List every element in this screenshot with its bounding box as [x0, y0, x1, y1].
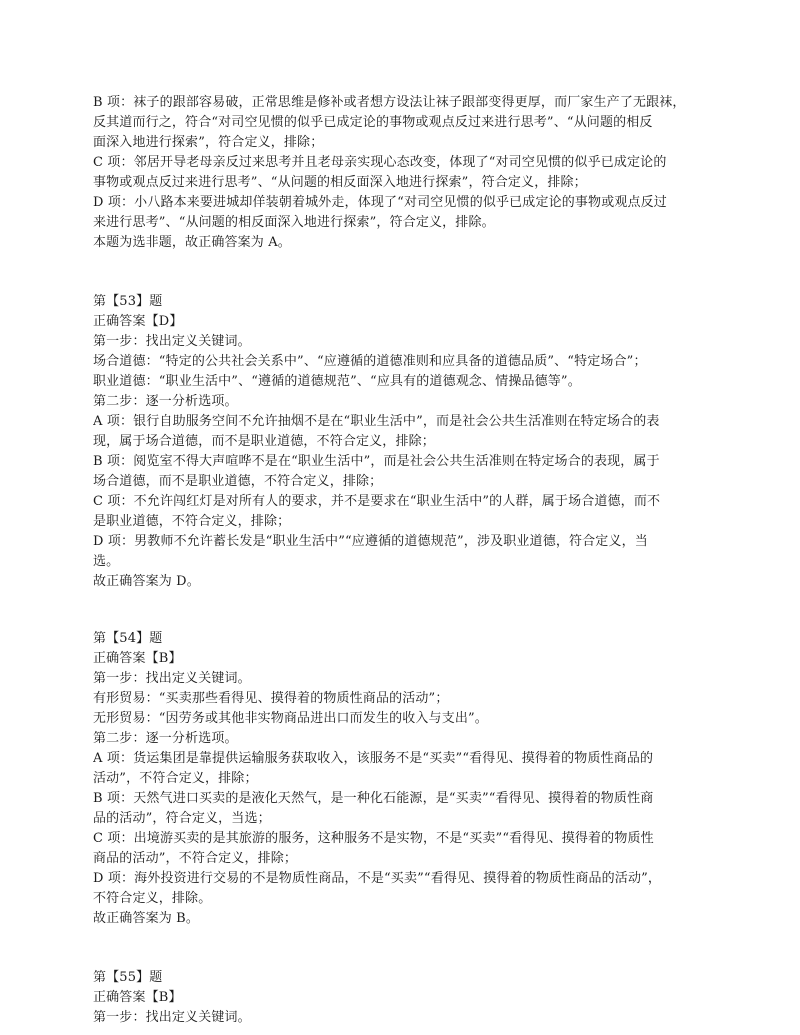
document-page — [93, 93, 713, 1028]
text-line: 是职业道德，不符合定义，排除； — [93, 514, 291, 529]
question-53 — [93, 292, 713, 592]
text-line: 活动”，不符合定义，排除； — [93, 771, 258, 786]
answer-conclusion: 本题为选非题，故正确答案为 A。 — [93, 235, 291, 250]
text-line: 品的活动”，符合定义，当选； — [93, 811, 271, 826]
text-line: A 项：货运集团是靠提供运输服务获取收入，该服务不是“买卖”“看得见、摸得着的物质性商品的 — [93, 751, 654, 766]
text-line: B 项：天然气进口买卖的是液化天然气，是一种化石能源，是“买卖”“看得见、摸得着的物质性商 — [93, 791, 654, 806]
question-54 — [93, 629, 713, 929]
text-line: 第一步：找出定义关键词。 — [93, 334, 251, 349]
text-line: 商品的活动”，不符合定义，排除； — [93, 851, 298, 866]
correct-answer: 正确答案【B】 — [93, 651, 182, 666]
text-line: 反其道而行之，符合“对司空见惯的似乎已成定论的事物或观点反过来进行思考”、“从问题的相反 — [93, 115, 653, 130]
text-line: 第一步：找出定义关键词。 — [93, 671, 251, 686]
correct-answer: 正确答案【B】 — [93, 990, 182, 1005]
text-line: D 项：男教师不允许蓄长发是“职业生活中”“应遵循的道德规范”，涉及职业道德，符合定义，当 — [93, 534, 648, 549]
question-number: 第【53】题 — [93, 294, 163, 309]
question-55 — [93, 968, 713, 1028]
text-line: 选。 — [93, 554, 120, 569]
question-number: 第【55】题 — [93, 970, 163, 985]
section-spacer — [93, 592, 713, 629]
answer-conclusion: 故正确答案为 B。 — [93, 911, 200, 926]
text-line: 第二步：逐一分析选项。 — [93, 731, 238, 746]
text-line: 无形贸易：“因劳务或其他非实物商品进出口而发生的收入与支出”。 — [93, 711, 488, 726]
text-line: D 项：小八路本来要进城却佯装朝着城外走，体现了“对司空见惯的似乎已成定论的事物或观点反过 — [93, 195, 667, 210]
text-line: C 项：邻居开导老母亲反过来思考并且老母亲实现心态改变，体现了“对司空见惯的似乎已成定论的 — [93, 155, 667, 170]
question-number: 第【54】题 — [93, 631, 163, 646]
text-line: 第二步：逐一分析选项。 — [93, 394, 238, 409]
text-line: 场合道德，而不是职业道德，不符合定义，排除； — [93, 474, 383, 489]
text-line: 职业道德：“职业生活中”、“遵循的道德规范”、“应具有的道德观念、情操品德等”。 — [93, 374, 581, 389]
text-line: 第一步：找出定义关键词。 — [93, 1010, 251, 1025]
text-line: C 项：出境游买卖的是其旅游的服务，这种服务不是实物，不是“买卖”“看得见、摸得着的物质性 — [93, 831, 654, 846]
text-line: C 项：不允许闯红灯是对所有人的要求，并不是要求在“职业生活中”的人群，属于场合道德，而不 — [93, 494, 661, 509]
answer-conclusion: 故正确答案为 D。 — [93, 574, 200, 589]
text-line: 场合道德：“特定的公共社会关系中”、“应遵循的道德准则和应具备的道德品质”、“特定场合”； — [93, 354, 647, 369]
text-line: 来进行思考”、“从问题的相反面深入地进行探索”，符合定义，排除。 — [93, 215, 495, 230]
text-line: 事物或观点反过来进行思考”、“从问题的相反面深入地进行探索”，符合定义，排除； — [93, 175, 587, 190]
text-line: 现，属于场合道德，而不是职业道德，不符合定义，排除； — [93, 434, 435, 449]
section-spacer — [93, 253, 713, 292]
text-line: A 项：银行自助服务空间不允许抽烟不是在“职业生活中”，而是社会公共生活准则在特定场合的表 — [93, 414, 660, 429]
text-line: 不符合定义，排除。 — [93, 891, 212, 906]
q52-explanation-tail — [93, 93, 713, 253]
text-line: 面深入地进行探索”，符合定义，排除； — [93, 135, 324, 150]
section-spacer — [93, 929, 713, 968]
text-line: D 项：海外投资进行交易的不是物质性商品，不是“买卖”“看得见、摸得着的物质性商品的活动”， — [93, 871, 662, 886]
correct-answer: 正确答案【D】 — [93, 314, 183, 329]
text-line: B 项：阅览室不得大声喧哗不是在“职业生活中”，而是社会公共生活准则在特定场合的表现，属于 — [93, 454, 660, 469]
text-line: 有形贸易：“买卖那些看得见、摸得着的物质性商品的活动”； — [93, 691, 449, 706]
text-line: B 项：袜子的跟部容易破，正常思维是修补或者想方设法让袜子跟部变得更厚，而厂家生产了无跟袜， — [93, 95, 686, 110]
